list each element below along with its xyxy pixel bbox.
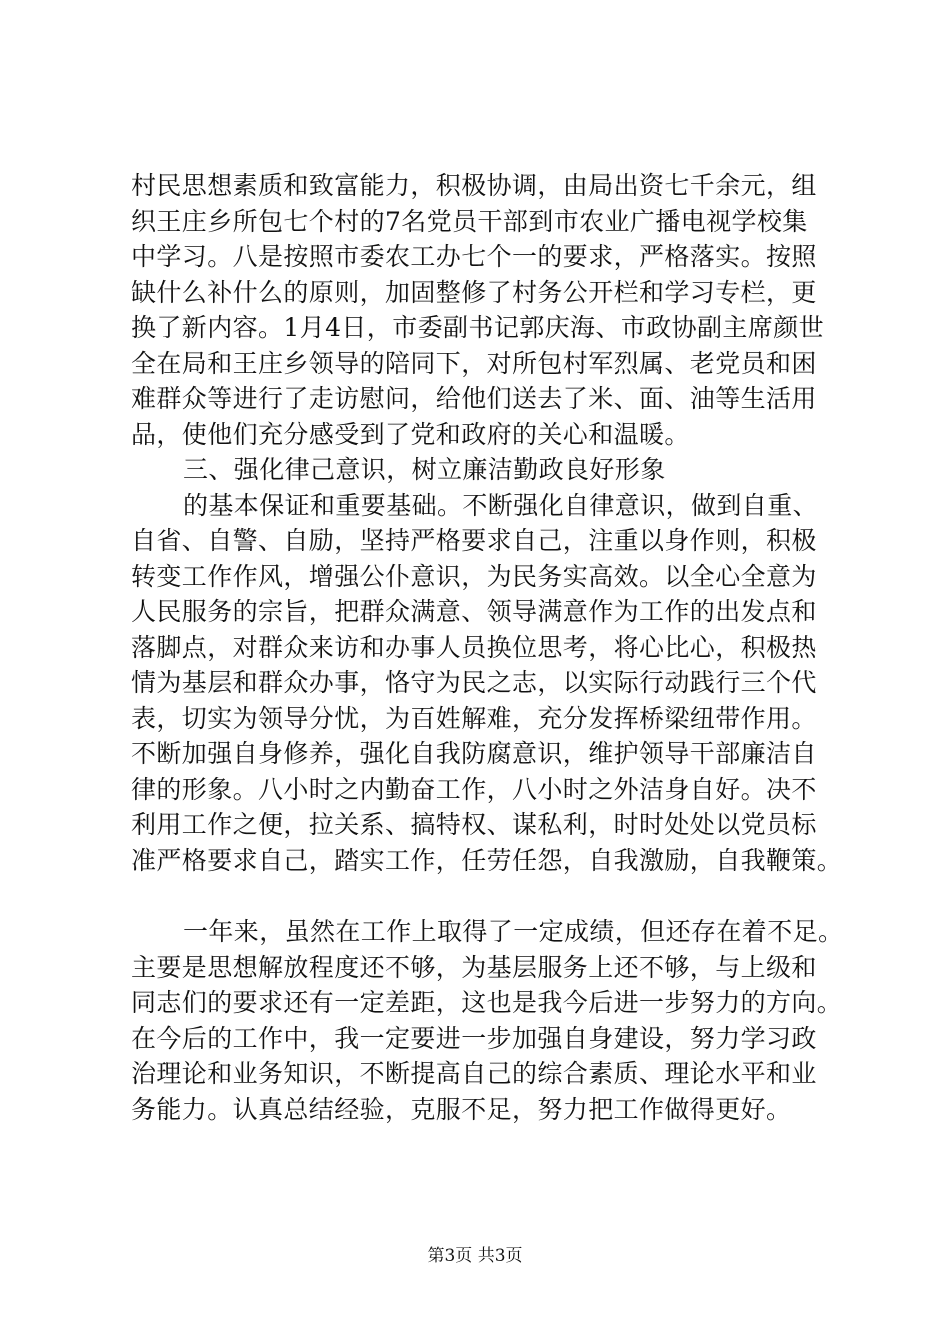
- paragraph-2: [131, 488, 861, 879]
- text-line: 准严格要求自己，踏实工作，任劳任怨，自我激励，自我鞭策。: [131, 845, 843, 875]
- text-line: 治理论和业务知识，不断提高自己的综合素质、理论水平和业: [131, 1059, 817, 1088]
- text-line: 村民思想素质和致富能力，积极协调，由局出资七千余元，组: [131, 171, 817, 200]
- text-line: 利用工作之便，拉关系、搞特权、谋私利，时时处处以党员标: [131, 810, 817, 839]
- text-line: 织王庄乡所包七个村的7名党员干部到市农业广播电视学校集: [131, 206, 808, 236]
- text-line: 换了新内容。1月4日，市委副书记郭庆海、市政协副主席颜世: [131, 313, 825, 342]
- text-line: 落脚点，对群众来访和办事人员换位思考，将心比心，积极热: [131, 632, 817, 662]
- paragraph-1: [131, 168, 861, 452]
- text-line: 务能力。认真总结经验，克服不足，努力把工作做得更好。: [131, 1094, 792, 1124]
- text-line: 在今后的工作中，我一定要进一步加强自身建设，努力学习政: [131, 1023, 817, 1053]
- text-line: 一年来，虽然在工作上取得了一定成绩，但还存在着不足。: [183, 917, 844, 946]
- text-line: 同志们的要求还有一定差距，这也是我今后进一步努力的方向。: [131, 988, 843, 1017]
- text-line: 缺什么补什么的原则，加固整修了村务公开栏和学习专栏，更: [131, 277, 817, 307]
- page-number: 第3页 共3页: [427, 1246, 523, 1266]
- text-line: 不断加强自身修养，强化自我防腐意识，维护领导干部廉洁自: [131, 739, 817, 768]
- section-heading: 三、强化律己意识，树立廉洁勤政良好形象: [183, 455, 666, 484]
- paragraph-spacer: [131, 878, 861, 914]
- text-line: 品，使他们充分感受到了党和政府的关心和温暖。: [131, 419, 690, 449]
- page-footer: [0, 1244, 950, 1268]
- document-body: [131, 168, 861, 1127]
- text-line: 表，切实为领导分忧，为百姓解难，充分发挥桥梁纽带作用。: [131, 703, 817, 733]
- text-line: 自省、自警、自励，坚持严格要求自己，注重以身作则，积极: [131, 526, 817, 555]
- text-line: 律的形象。八小时之内勤奋工作，八小时之外洁身自好。决不: [131, 774, 817, 804]
- text-line: 转变工作作风，增强公仆意识，为民务实高效。以全心全意为: [131, 561, 817, 591]
- text-line: 主要是思想解放程度还不够，为基层服务上还不够，与上级和: [131, 952, 817, 982]
- text-line: 难群众等进行了走访慰问，给他们送去了米、面、油等生活用: [131, 384, 817, 413]
- paragraph-3: [131, 914, 861, 1127]
- text-line: 全在局和王庄乡领导的陪同下，对所包村军烈属、老党员和困: [131, 348, 817, 378]
- text-line: 中学习。八是按照市委农工办七个一的要求，严格落实。按照: [131, 242, 817, 271]
- text-line: 人民服务的宗旨，把群众满意、领导满意作为工作的出发点和: [131, 597, 817, 626]
- text-line: 情为基层和群众办事，恪守为民之志，以实际行动践行三个代: [131, 668, 817, 697]
- text-line: 的基本保证和重要基础。不断强化自律意识，做到自重、: [183, 490, 819, 520]
